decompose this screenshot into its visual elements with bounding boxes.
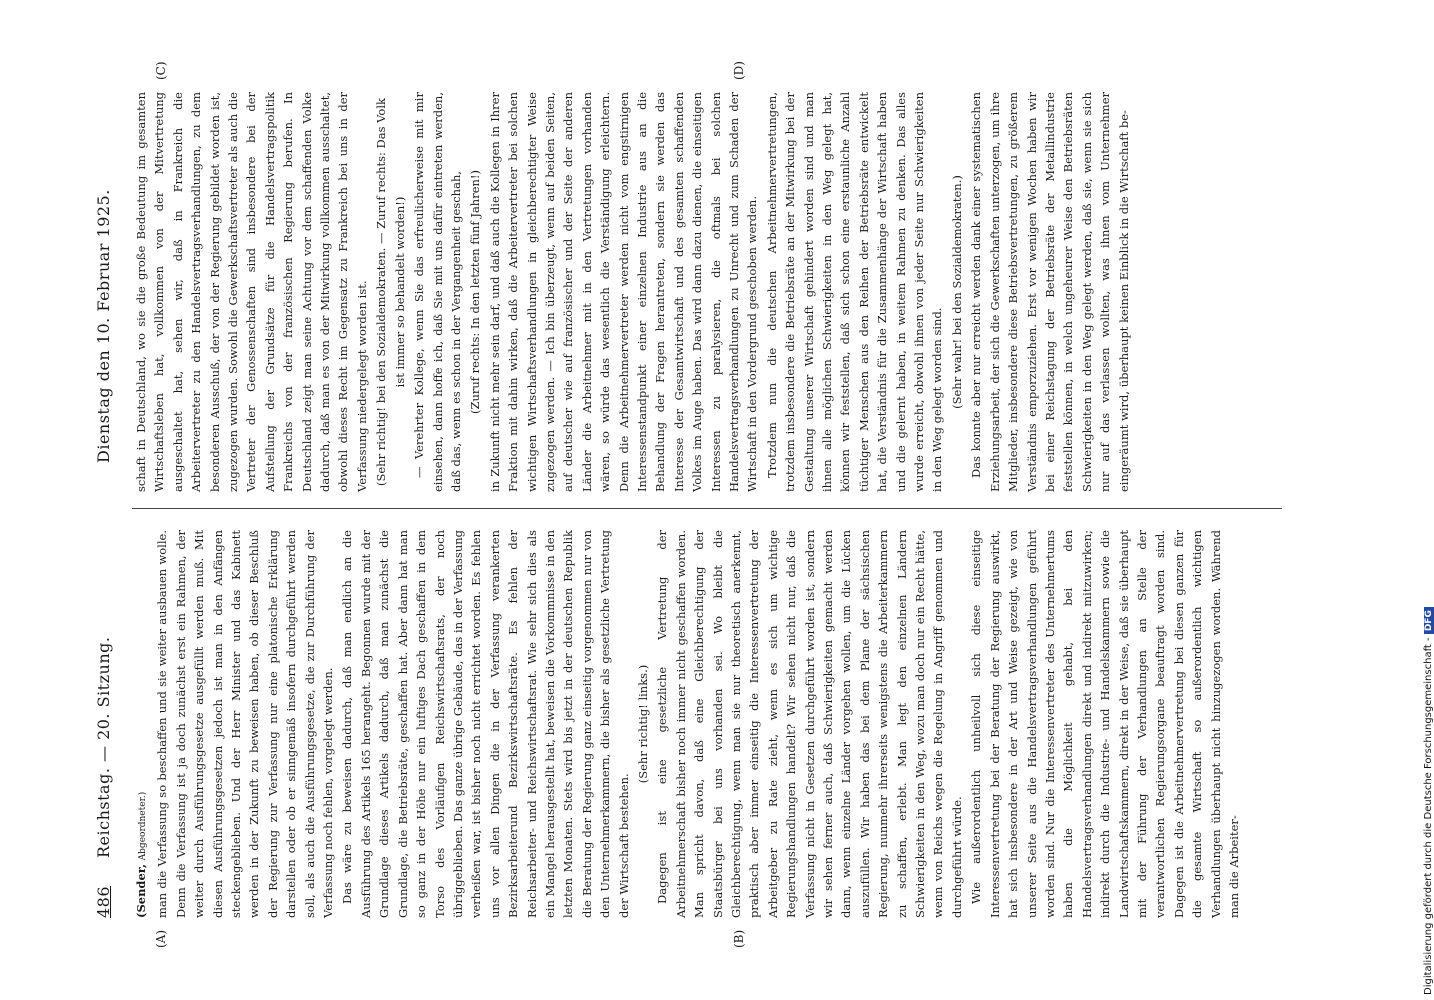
paragraph: — Verehrter Kollege, wenn Sie das erfreulicherweise mit mir einsehen, dann hoffe ich, daß Sie mit uns dafür eintreten werden, daß das, wenn es schon in der Vergangenheit geschah, [412, 92, 463, 492]
interjection: (Zuruf rechts: In den letzten fünf Jahren!) [468, 169, 483, 415]
paragraph: man die Verfassung so beschaffen und sie weiter ausbauen wolle. Denn die Verfassung ist ja doch zunächst erst ein Rahmen, der weiter durch Ausführungsgesetze ausgefüllt werden muß. Mit diesen Ausführungsgesetzen jedoch ist man in den Anfängen steckengeblieben. Und der Herr Minister und das Kabinett werden in der Zukunft zu beweisen haben, ob dieser Beschluß der Regierung zur Verfassung nur eine platonische Erklärung darstellen oder ob er sinngemäß insofern durchgeführt werden soll, als auch die Ausführungsgesetze, die zur Durchführung der Verfassung noch fehlen, vorgelegt werden. [155, 530, 336, 918]
column-divider [132, 508, 1282, 509]
speaker-name: (Sender, [134, 863, 148, 918]
interjection: (Sehr wahr! bei den Sozialdemokraten.) [949, 175, 964, 409]
paragraph: Wie außerordentlich unheilvoll sich diese einseitige Interessenvertretung bei der Beratung der Regierung auswirkt, hat sich insbesondere in der Art und Weise gezeigt, wie von unserer Seite aus die Handelsvertragsverhandlungen geführt worden sind. Nur die Interessenvertreter des Unternehmertums haben die Möglichkeit gehabt, bei den Handelsvertragsverhandlungen direkt und indirekt mitzuwirken; indirekt durch die Industrie- und Handelskammern sowie die Landwirtschaftskammern, direkt in der Weise, daß sie überhaupt mit der Führung der Verhandlungen an Stelle der verantwortlichen Regierungsorgane beauftragt worden sind. Dagegen ist die Arbeitnehmervertretung bei diesen ganzen für die gesamte Wirtschaft so außerordentlich wichtigen Verhandlungen überhaupt nicht hinzugezogen worden. Während man die Arbeiter- [969, 530, 1241, 918]
digitization-caption [1423, 607, 1434, 995]
speaker-role: Abgeordneter.) [138, 791, 148, 861]
margin-mark-d: (D) [732, 61, 746, 80]
paragraph: Trotzdem nun die deutschen Arbeitnehmervertretungen, trotzdem insbesondere die Betriebsräte an der Mitwirkung bei der Gestaltung unserer Wirtschaft gehindert worden sind und man ihnen alle möglichen Schwierigkeiten in den Weg gelegt hat, können wir feststellen, daß sich schon eine erstaunliche Anzahl tüchtiger Menschen aus den Reihen der Betriebsräte entwickelt hat, die Verständnis für die Zusammenhänge der Wirtschaft haben und die gelernt haben, in weitem Rahmen zu denken. Das alles wurde erreicht, obwohl ihnen von jeder Seite nur Schwierigkeiten in den Weg gelegt worden sind. [764, 92, 945, 492]
dfg-logo: DFG [1424, 607, 1434, 634]
margin-mark-a: (A) [154, 929, 168, 948]
right-column [132, 92, 1134, 492]
margin-mark-b: (B) [732, 929, 746, 948]
page-header [92, 88, 122, 918]
paragraph: Das wäre zu beweisen dadurch, daß man endlich an die Ausführung des Artikels 165 herangeht. Begonnen wurde mit der Grundlage dieses Artikels dadurch, daß man zunächst die Grundlage, die Betriebsräte, geschaffen hat. Aber dann hat man so ganz in der Höhe nur ein luftiges Dach geschaffen in dem Torso des Vorläufigen Reichswirtschaftsrats, der noch übriggeblieben. Das ganze übrige Gebäude, das in der Verfassung verheißen war, ist bisher noch nicht errichtet worden. Es fehlen uns vor allen Dingen die in der Verfassung verankerten Bezirksarbeiterund Bezirkswirtschaftsräte. Es fehlen der Reichsarbeiter- und Reichswirtschaftsrat. Wie sehr sich dies als ein Mangel herausgestellt hat, beweisen die Vorkommnisse in den letzten Monaten. Stets wird bis jetzt in der deutschen Republik die Beratung der Regierung ganz einseitig vorgenommen nur von den Unternehmerkammern, die bisher als gesetzliche Vertretung der Wirtschaft bestehen. [340, 530, 631, 918]
rotated-page [92, 61, 1332, 948]
page-number: 486 [94, 885, 113, 918]
speaker-line [132, 530, 152, 918]
header-session: Reichstag. — 20. Sitzung. [94, 636, 113, 858]
left-column [132, 530, 1244, 918]
paragraph: in Zukunft nicht mehr sein darf, und daß auch die Kollegen in Ihrer Fraktion mit dahin wirken, daß die Arbeitervertreter bei solchen wichtigen Wirtschaftsverhandlungen in gleichberechtigter Weise zugezogen werden. — Ich bin überzeugt, wenn auf beiden Seiten, auf deutscher wie auf französischer und der Seite der anderen Länder die Arbeitnehmer mit in den Vertretungen vorhanden wären, so würde das wesentlich die Verständigung erleichtern. Denn die Arbeitnehmervertreter werden nicht vom engstirnigen Interessenstandpunkt einer einzelnen Industrie aus an die Behandlung der Fragen herantreten, sondern sie werden das Interesse der Gesamtwirtschaft und des gesamten schaffenden Volkes im Auge haben. Das wird dann dazu dienen, die einseitigen Interessen zu paralysieren, die oftmals bei solchen Handelsvertragsverhandlungen zu Unrecht und zum Schaden der Wirtschaft in den Vordergrund geschoben werden. [487, 92, 760, 492]
caption-text: Digitalisierung gefördert durch die Deutsche Forschungsgemeinschaft - [1423, 637, 1434, 995]
header-date: Dienstag den 10. Februar 1925. [94, 189, 113, 463]
paragraph: Das konnte aber nur erreicht werden dank einer systematischen Erziehungsarbeit, der sich die Gewerkschaften unterzogen, um ihre Mitglieder, insbesondere diese Betriebsvertretungen, zu größerem Verständnis emporzuziehen. Erst vor wenigen Wochen haben wir bei einer Reichstagung der Betriebsräte der Metallindustrie feststellen können, in welch ungeheurer Weise den Betriebsräten Schwierigkeiten in den Weg gelegt werden, daß sie, wenn sie sich nur auf das verlassen wollten, was ihnen vom Unternehmer eingeräumt wird, überhaupt keinen Einblick in die Wirtschaft be- [969, 92, 1131, 492]
paragraph: Dagegen ist eine gesetzliche Vertretung der Arbeitnehmerschaft bisher noch immer nicht geschaffen worden. Man spricht davon, daß eine Gleichberechtigung der Staatsbürger bei uns vorhanden sei. Wo bleibt die Gleichberechtigung, wenn man sie nur theoretisch anerkennt, praktisch aber immer einseitig die Interessenvertretung der Arbeitgeber zu Rate zieht, wenn es sich um wichtige Regierungshandlungen handelt? Wir sehen nicht nur, daß die Verfassung nicht in Gesetzen durchgeführt worden ist, sondern wir sehen ferner auch, daß Schwierigkeiten gemacht werden dann, wenn einzelne Länder vorgehen wollen, um die Lücken auszufüllen. Wir haben das bei dem Plane der sächsischen Regierung, nunmehr ihrerseits wenigstens die Arbeiterkammern zu schaffen, erlebt. Man legt den einzelnen Ländern Schwierigkeiten in den Weg, wozu man doch nur ein Recht hätte, wenn von Reichs wegen die Regelung in Angriff genommen und durchgeführt würde. [655, 530, 964, 918]
interjection: (Sehr richtig! bei den Sozialdemokraten. — Zuruf rechts: Das Volk ist immer so behandelt worden!) [374, 98, 407, 486]
paragraph: schaft in Deutschland, wo sie die große Bedeutung im gesamten Wirtschaftsleben hat, vollkommen von der Mitvertretung ausgeschaltet hat, sehen wir, daß in Frankreich die Arbeitervertreter zu den Handelsvertragsverhandlungen, zu dem besonderen Ausschuß, der von der Regierung gebildet worden ist, zugezogen wurden. Sowohl die Gewerkschaftsvertreter als auch die Vertreter der Genossenschaften sind insbesondere bei der Aufstellung der Grundsätze für die Handelsvertragspolitik Frankreichs von der französischen Regierung berufen. In Deutschland zeigt man seine Achtung vor dem schaffenden Volke dadurch, daß man es von der Mitwirkung vollkommen ausschaltet, obwohl dieses Recht im Gegensatz zu Frankreich bei uns in der Verfassung niedergelegt worden ist. [134, 92, 369, 492]
interjection: (Sehr richtig! links.) [635, 664, 650, 784]
margin-mark-c: (C) [154, 61, 168, 80]
